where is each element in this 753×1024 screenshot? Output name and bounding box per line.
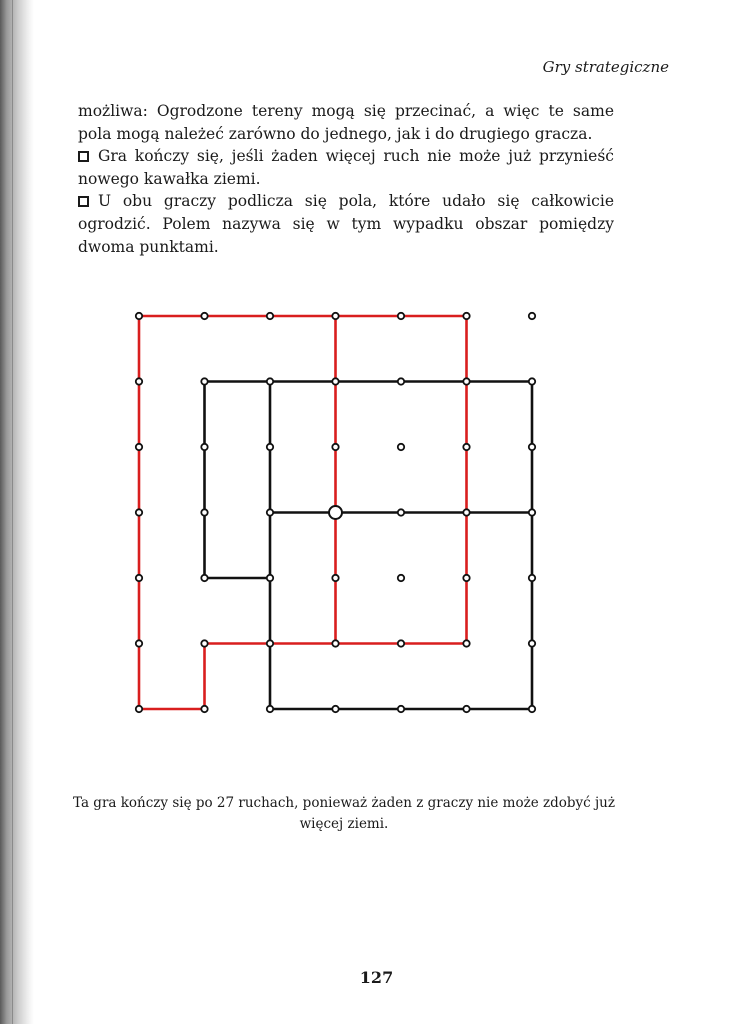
grid-point <box>201 313 207 319</box>
grid-point <box>201 378 207 384</box>
grid-point <box>136 575 142 581</box>
grid-point <box>136 509 142 515</box>
grid-point <box>136 444 142 450</box>
figure-caption: Ta gra kończy się po 27 ruchach, ponieważ żaden z graczy nie może zdobyć już więcej ziemi. <box>73 795 615 832</box>
grid-point <box>332 444 338 450</box>
grid-point <box>398 313 404 319</box>
grid-point <box>267 575 273 581</box>
grid-point <box>332 640 338 646</box>
grid-point <box>398 706 404 712</box>
paragraph-text: Gra kończy się, jeśli żaden więcej ruch nie może już przynieść nowego kawałka ziemi. <box>78 147 614 188</box>
grid-point <box>332 378 338 384</box>
grid-point <box>398 378 404 384</box>
grid-point <box>529 444 535 450</box>
grid-point <box>463 444 469 450</box>
grid-point <box>267 509 273 515</box>
grid-point <box>136 313 142 319</box>
grid-point <box>398 444 404 450</box>
grid-point <box>201 509 207 515</box>
grid-point <box>267 444 273 450</box>
grid-point <box>136 706 142 712</box>
grid-point <box>201 444 207 450</box>
grid-point <box>332 706 338 712</box>
grid-point <box>201 575 207 581</box>
grid-point <box>463 575 469 581</box>
grid-point <box>136 378 142 384</box>
grid-point <box>463 378 469 384</box>
grid-point <box>267 640 273 646</box>
grid-point <box>463 313 469 319</box>
grid-point <box>267 378 273 384</box>
grid-point <box>201 640 207 646</box>
grid-point <box>529 575 535 581</box>
grid-point <box>529 378 535 384</box>
paragraph-text: możliwa: Ogrodzone tereny mogą się przecinać, a więc te same pola mogą należeć zarówno do jednego, jak i do drugiego gracza. <box>78 102 614 143</box>
grid-point <box>398 509 404 515</box>
page-number: 127 <box>359 968 394 987</box>
grid-point <box>463 509 469 515</box>
grid-point <box>463 706 469 712</box>
grid-point <box>463 640 469 646</box>
grid-point <box>201 706 207 712</box>
grid-point <box>267 706 273 712</box>
grid-point <box>398 575 404 581</box>
grid-point <box>267 313 273 319</box>
grid-point <box>332 313 338 319</box>
grid-point-large <box>329 506 342 519</box>
paragraph-text: U obu graczy podlicza się pola, które udało się całkowicie ogrodzić. Polem nazywa się w tym wypadku obszar pomiędzy dwoma punktami. <box>78 192 614 256</box>
grid-point <box>398 640 404 646</box>
grid-point <box>332 575 338 581</box>
grid-point <box>529 706 535 712</box>
grid-point <box>529 313 535 319</box>
grid-point <box>136 640 142 646</box>
grid-point <box>529 509 535 515</box>
grid-point <box>529 640 535 646</box>
running-head: Gry strategiczne <box>542 58 669 76</box>
